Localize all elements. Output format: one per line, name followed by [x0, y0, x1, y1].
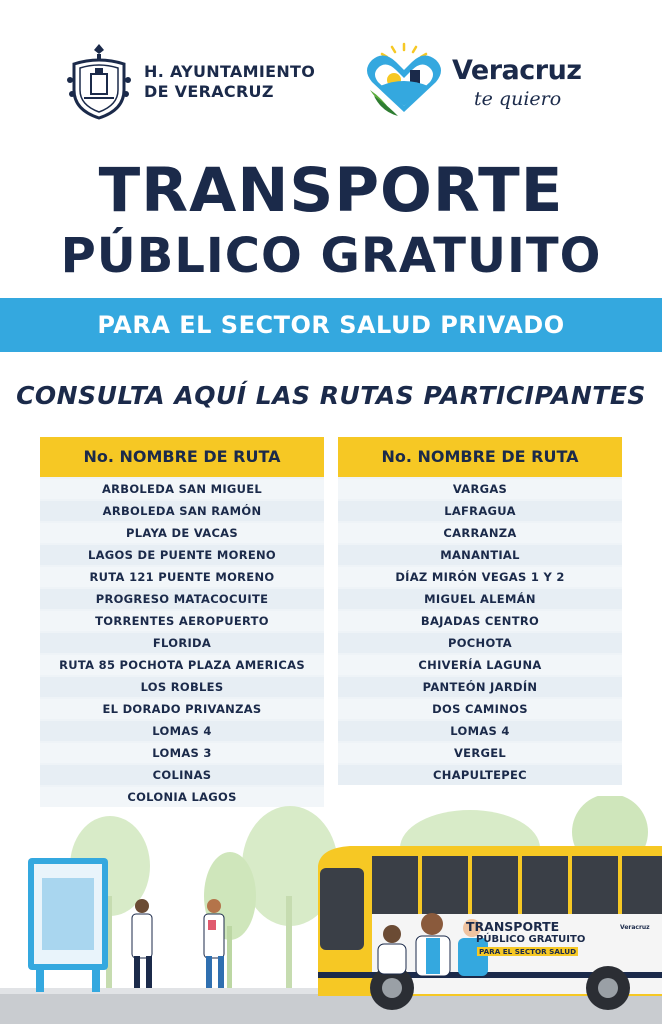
city-name-line1: H. AYUNTAMIENTO [144, 62, 316, 81]
table-row: CHAPULTEPEC [338, 765, 622, 786]
table-row: RUTA 85 POCHOTA PLAZA AMERICAS [40, 655, 324, 676]
table-row: CARRANZA [338, 523, 622, 544]
subtitle-text: PARA EL SECTOR SALUD PRIVADO [97, 311, 565, 339]
table-row: PROGRESO MATACOCUITE [40, 589, 324, 610]
bus-banner-line2: PÚBLICO GRATUITO [476, 934, 586, 945]
page-title-line1: TRANSPORTE [98, 155, 564, 226]
subtitle-band [0, 298, 662, 352]
table-row: MANANTIAL [338, 545, 622, 566]
table-body [338, 479, 622, 786]
city-name-line2: DE VERACRUZ [144, 82, 274, 101]
table-row: LAFRAGUA [338, 501, 622, 522]
table-row: COLONIA LAGOS [40, 787, 324, 808]
table-header: No. NOMBRE DE RUTA [338, 437, 622, 477]
bus-banner-line3: PARA EL SECTOR SALUD [479, 947, 577, 956]
brand-tagline: te quiero [474, 88, 562, 110]
brand-wordmark: Veracruz [452, 55, 582, 86]
bus-banner-line1: TRANSPORTE [466, 919, 560, 934]
table-row: COLINAS [40, 765, 324, 786]
table-row: BAJADAS CENTRO [338, 611, 622, 632]
table-row: CHIVERÍA LAGUNA [338, 655, 622, 676]
page-title-line2: PÚBLICO GRATUITO [60, 228, 602, 284]
heart-logo-icon [360, 40, 450, 120]
table-row: DÍAZ MIRÓN VEGAS 1 Y 2 [338, 567, 622, 588]
table-body [40, 479, 324, 808]
bus-banner-logo: Veracruz [620, 924, 650, 931]
table-row: LOMAS 4 [40, 721, 324, 742]
table-row: FLORIDA [40, 633, 324, 654]
table-row: DOS CAMINOS [338, 699, 622, 720]
routes-heading: CONSULTA AQUÍ LAS RUTAS PARTICIPANTES [16, 381, 646, 410]
bus-stop-icon [28, 858, 108, 992]
table-row: LOMAS 4 [338, 721, 622, 742]
table-row: TORRENTES AEROPUERTO [40, 611, 324, 632]
table-header: No. NOMBRE DE RUTA [40, 437, 324, 477]
header [0, 0, 662, 150]
coat-of-arms-icon [66, 40, 132, 120]
table-row: PLAYA DE VACAS [40, 523, 324, 544]
routes-table-right [338, 437, 622, 785]
doctor-icon [132, 899, 152, 988]
table-row: LOMAS 3 [40, 743, 324, 764]
table-row: MIGUEL ALEMÁN [338, 589, 622, 610]
city-name [144, 62, 315, 102]
table-row: RUTA 121 PUENTE MORENO [40, 567, 324, 588]
table-row: ARBOLEDA SAN MIGUEL [40, 479, 324, 500]
table-row: POCHOTA [338, 633, 622, 654]
table-row: EL DORADO PRIVANZAS [40, 699, 324, 720]
table-row: VARGAS [338, 479, 622, 500]
table-row: LOS ROBLES [40, 677, 324, 698]
routes-table-left [40, 437, 324, 807]
street-scene-illustration [0, 796, 662, 1024]
table-row: VERGEL [338, 743, 622, 764]
table-row: ARBOLEDA SAN RAMÓN [40, 501, 324, 522]
table-row: PANTEÓN JARDÍN [338, 677, 622, 698]
table-row: LAGOS DE PUENTE MORENO [40, 545, 324, 566]
